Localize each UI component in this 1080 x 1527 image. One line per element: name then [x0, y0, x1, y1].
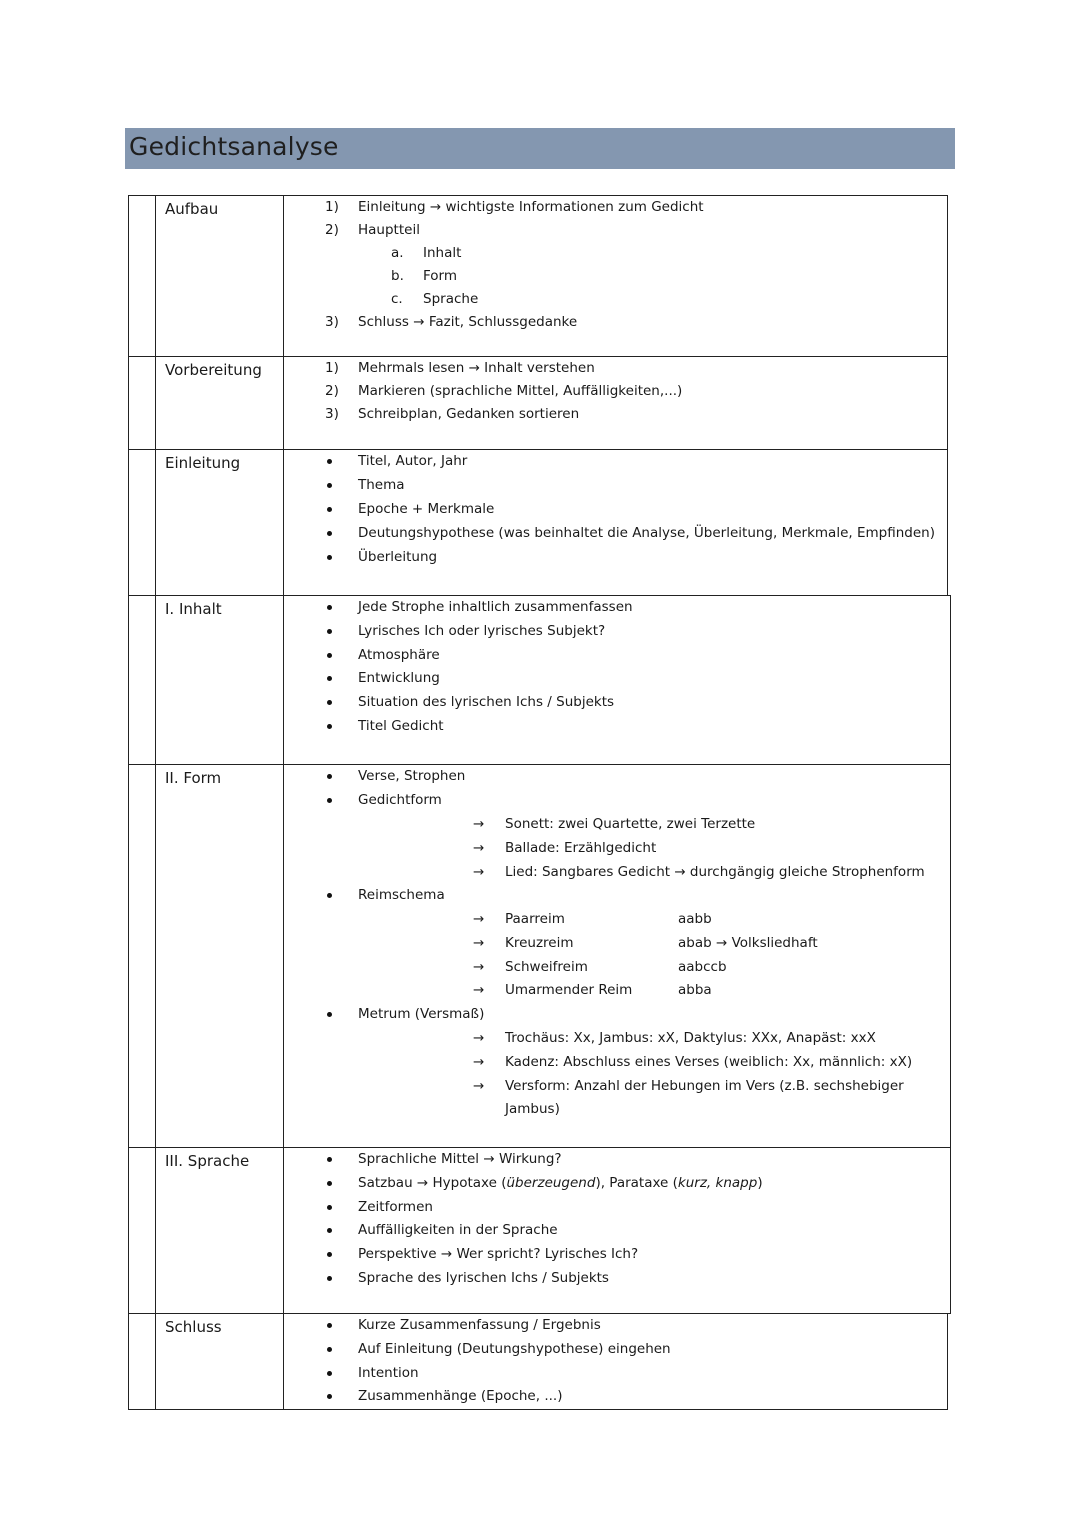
- list-item: Zeitformen: [358, 1199, 433, 1215]
- reim-name: Schweifreim: [505, 959, 588, 975]
- list-item: Atmosphäre: [358, 647, 440, 663]
- bullet-icon: [327, 1347, 332, 1352]
- list-number: 1): [325, 199, 339, 215]
- list-item: Satzbau → Hypotaxe (überzeugend), Parataxe (kurz, knapp): [358, 1175, 763, 1191]
- list-item: Thema: [358, 477, 405, 493]
- section-inhalt: [128, 595, 951, 765]
- section-aufbau: [128, 195, 948, 357]
- section-label: III. Sprache: [165, 1152, 250, 1170]
- sub-item: Form: [423, 268, 458, 284]
- bullet-icon: [327, 507, 332, 512]
- list-item: Sprache des lyrischen Ichs / Subjekts: [358, 1270, 609, 1286]
- list-item: Schreibplan, Gedanken sortieren: [358, 406, 580, 422]
- sub-item: Ballade: Erzählgedicht: [505, 840, 657, 856]
- bullet-icon: [327, 1252, 332, 1257]
- section-label: Schluss: [165, 1318, 222, 1336]
- list-number: 3): [325, 406, 339, 422]
- sub-item: Inhalt: [423, 245, 462, 261]
- arrow-icon: →: [473, 816, 485, 832]
- arrow-icon: →: [473, 982, 485, 998]
- arrow-icon: →: [473, 935, 485, 951]
- section-sprache: [128, 1147, 951, 1314]
- reim-schema: abba: [678, 982, 712, 998]
- list-item: Schluss → Fazit, Schlussgedanke: [358, 314, 578, 330]
- list-item: Auffälligkeiten in der Sprache: [358, 1222, 558, 1238]
- bullet-icon: [327, 531, 332, 536]
- bullet-icon: [327, 700, 332, 705]
- list-item: Titel Gedicht: [358, 718, 444, 734]
- list-number: 1): [325, 360, 339, 376]
- sub-item: Versform: Anzahl der Hebungen im Vers (z.B. sechshebiger: [505, 1078, 904, 1094]
- bullet-icon: [327, 459, 332, 464]
- page-title: Gedichtsanalyse: [129, 132, 339, 161]
- list-item: Gedichtform: [358, 792, 442, 808]
- list-item: Hauptteil: [358, 222, 420, 238]
- list-item: Metrum (Versmaß): [358, 1006, 485, 1022]
- sub-letter: c.: [391, 291, 403, 307]
- list-item: Kurze Zusammenfassung / Ergebnis: [358, 1317, 601, 1333]
- list-item: Verse, Strophen: [358, 768, 466, 784]
- sub-item: Trochäus: Xx, Jambus: xX, Daktylus: XXx, Anapäst: xxX: [505, 1030, 876, 1046]
- list-item: Epoche + Merkmale: [358, 501, 495, 517]
- bullet-icon: [327, 798, 332, 803]
- section-label: Vorbereitung: [165, 361, 262, 379]
- reim-schema: aabccb: [678, 959, 727, 975]
- list-number: 3): [325, 314, 339, 330]
- bullet-icon: [327, 893, 332, 898]
- list-item: Sprachliche Mittel → Wirkung?: [358, 1151, 562, 1167]
- arrow-icon: →: [473, 1054, 485, 1070]
- bullet-icon: [327, 629, 332, 634]
- bullet-icon: [327, 676, 332, 681]
- list-item: Titel, Autor, Jahr: [358, 453, 468, 469]
- sub-item-continuation: Jambus): [505, 1101, 560, 1117]
- arrow-icon: →: [473, 1078, 485, 1094]
- list-item: Situation des lyrischen Ichs / Subjekts: [358, 694, 615, 710]
- bullet-icon: [327, 774, 332, 779]
- bullet-icon: [327, 724, 332, 729]
- reim-name: Umarmender Reim: [505, 982, 633, 998]
- list-item: Zusammenhänge (Epoche, ...): [358, 1388, 563, 1404]
- bullet-icon: [327, 1394, 332, 1399]
- list-item: Intention: [358, 1365, 419, 1381]
- sub-item: Sprache: [423, 291, 479, 307]
- section-label: Aufbau: [165, 200, 219, 218]
- list-number: 2): [325, 222, 339, 238]
- bullet-icon: [327, 555, 332, 560]
- arrow-icon: →: [473, 911, 485, 927]
- section-form: [128, 764, 951, 1148]
- list-item: Lyrisches Ich oder lyrisches Subjekt?: [358, 623, 606, 639]
- bullet-icon: [327, 1276, 332, 1281]
- bullet-icon: [327, 1323, 332, 1328]
- sub-item: Sonett: zwei Quartette, zwei Terzette: [505, 816, 756, 832]
- title-bar: [125, 128, 955, 169]
- list-item: Markieren (sprachliche Mittel, Auffälligkeiten,...): [358, 383, 683, 399]
- list-item: Jede Strophe inhaltlich zusammenfassen: [358, 599, 633, 615]
- list-item: Reimschema: [358, 887, 445, 903]
- bullet-icon: [327, 1228, 332, 1233]
- list-item: Entwicklung: [358, 670, 440, 686]
- bullet-icon: [327, 653, 332, 658]
- list-item: Deutungshypothese (was beinhaltet die Analyse, Überleitung, Merkmale, Empfinden): [358, 525, 935, 541]
- list-number: 2): [325, 383, 339, 399]
- bullet-icon: [327, 483, 332, 488]
- section-schluss: [128, 1313, 948, 1410]
- list-item: Perspektive → Wer spricht? Lyrisches Ich?: [358, 1246, 639, 1262]
- arrow-icon: →: [473, 959, 485, 975]
- bullet-icon: [327, 1012, 332, 1017]
- reim-schema: abab → Volksliedhaft: [678, 935, 818, 951]
- sub-item: Lied: Sangbares Gedicht → durchgängig gleiche Strophenform: [505, 864, 925, 880]
- section-vorbereitung: [128, 356, 948, 450]
- reim-schema: aabb: [678, 911, 712, 927]
- reim-name: Paarreim: [505, 911, 565, 927]
- sub-letter: b.: [391, 268, 404, 284]
- list-item: Auf Einleitung (Deutungshypothese) eingehen: [358, 1341, 671, 1357]
- section-label: Einleitung: [165, 454, 241, 472]
- reim-name: Kreuzreim: [505, 935, 574, 951]
- sub-letter: a.: [391, 245, 404, 261]
- bullet-icon: [327, 1371, 332, 1376]
- bullet-icon: [327, 1205, 332, 1210]
- bullet-icon: [327, 1157, 332, 1162]
- bullet-icon: [327, 1181, 332, 1186]
- list-item: Überleitung: [358, 549, 438, 565]
- arrow-icon: →: [473, 864, 485, 880]
- section-label: II. Form: [165, 769, 222, 787]
- sub-item: Kadenz: Abschluss eines Verses (weiblich: Xx, männlich: xX): [505, 1054, 913, 1070]
- list-item: Einleitung → wichtigste Informationen zum Gedicht: [358, 199, 704, 215]
- list-item: Mehrmals lesen → Inhalt verstehen: [358, 360, 595, 376]
- arrow-icon: →: [473, 1030, 485, 1046]
- section-einleitung: [128, 449, 948, 596]
- bullet-icon: [327, 605, 332, 610]
- section-label: I. Inhalt: [165, 600, 222, 618]
- arrow-icon: →: [473, 840, 485, 856]
